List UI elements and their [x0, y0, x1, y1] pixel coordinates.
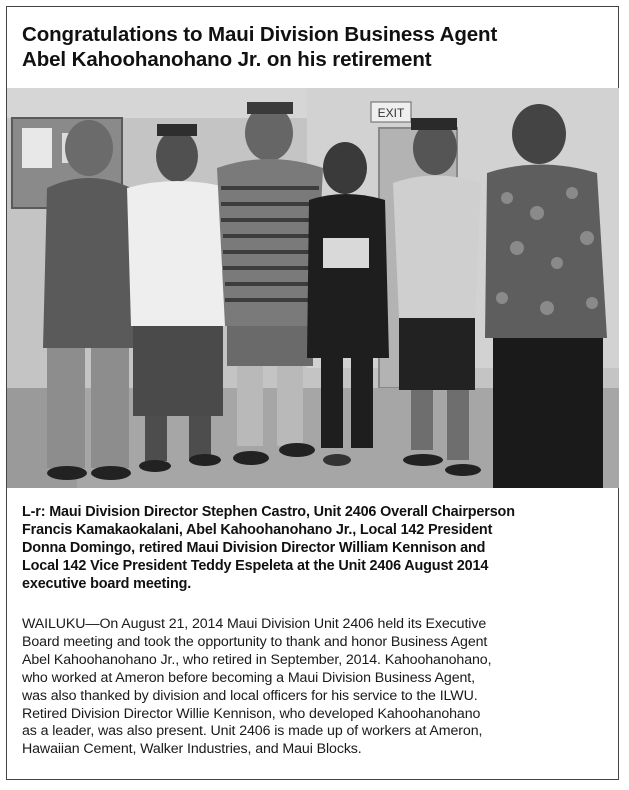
- article-body: [22, 616, 612, 759]
- article-line: was also thanked by division and local officers for his service to the ILWU.: [22, 687, 478, 704]
- article-line: Hawaiian Cement, Walker Industries, and Maui Blocks.: [22, 741, 362, 758]
- caption-line: Local 142 Vice President Teddy Espeleta at the Unit 2406 August 2014: [22, 558, 489, 574]
- headline-line-1: Congratulations to Maui Division Business Agent: [22, 23, 498, 46]
- article-line: Retired Division Director Willie Kennison, who developed Kahoohanohano: [22, 705, 481, 722]
- photo-caption: [22, 503, 606, 593]
- caption-line: L-r: Maui Division Director Stephen Castro, Unit 2406 Overall Chairperson: [22, 504, 515, 520]
- article-line: WAILUKU—On August 21, 2014 Maui Division Unit 2406 held its Executive: [22, 616, 487, 632]
- photo-illustration: [7, 88, 619, 488]
- article-line: who worked at Ameron before becoming a Maui Division Business Agent,: [22, 669, 475, 686]
- exit-sign: EXIT: [377, 106, 405, 120]
- group-photo: [7, 88, 619, 488]
- headline-line-2: Abel Kahoohanohano Jr. on his retirement: [22, 48, 432, 71]
- caption-line: executive board meeting.: [22, 576, 192, 592]
- headline: [22, 22, 612, 72]
- article-line: Board meeting and took the opportunity to thank and honor Business Agent: [22, 633, 488, 650]
- caption-line: Donna Domingo, retired Maui Division Director William Kennison and: [22, 540, 486, 556]
- article-line: Abel Kahoohanohano Jr., who retired in September, 2014. Kahoohanohano,: [22, 651, 492, 668]
- article-line: as a leader, was also present. Unit 2406 is made up of workers at Ameron,: [22, 723, 483, 740]
- caption-line: Francis Kamakaokalani, Abel Kahoohanohano Jr., Local 142 President: [22, 522, 493, 538]
